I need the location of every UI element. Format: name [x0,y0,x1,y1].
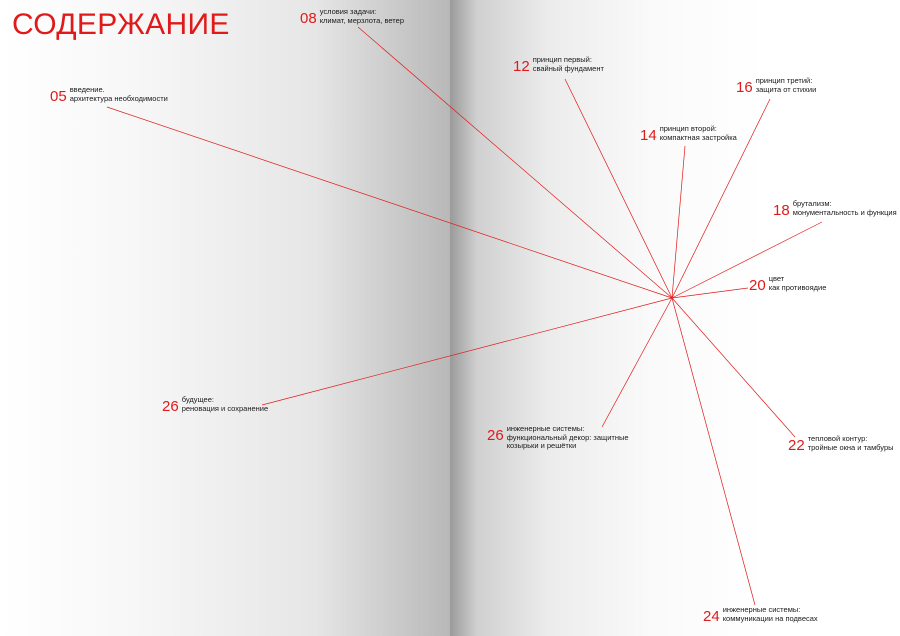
connector-line-20 [672,288,748,298]
toc-entry-line: реновация и сохранение [181,403,269,413]
toc-entry-principle-one[interactable] [513,56,604,75]
toc-entry-introduction[interactable] [50,86,168,105]
toc-entry-principle-three[interactable] [736,77,816,96]
toc-page-number: 26 [162,398,179,415]
toc-page-number: 16 [736,79,753,96]
toc-entry-text [533,56,604,73]
toc-entry-line: козырьки и решётки [506,441,577,450]
toc-entry-line: принцип третий: [755,76,813,85]
toc-entry-line: принцип первый: [532,55,592,64]
toc-entry-line: архитектура необходимости [69,93,168,103]
toc-entry-line: монументальность и функция [792,207,897,217]
toc-entry-color[interactable] [749,275,826,294]
toc-entry-text [660,125,737,142]
toc-page-number: 12 [513,58,530,75]
toc-entry-line: брутализм: [792,199,832,208]
toc-entry-line: инженерные системы: [722,605,801,614]
toc-entry-thermal[interactable] [788,435,894,454]
toc-entry-line: условия задачи: [319,7,377,16]
toc-entry-line: инженерные системы: [506,424,585,433]
toc-entry-line: компактная застройка [659,132,737,142]
toc-entry-line: тепловой контур: [807,434,868,443]
toc-entry-line: климат, мерзлота, ветер [319,15,404,25]
toc-entry-line: введение. [69,85,105,94]
toc-page-number: 18 [773,202,790,219]
toc-entry-brutalism[interactable] [773,200,897,219]
connector-line-05 [107,107,672,298]
toc-page-number: 26 [487,427,504,444]
toc-page-number: 08 [300,10,317,27]
toc-entry-conditions[interactable] [300,8,404,27]
toc-entry-line: свайный фундамент [532,63,604,73]
page-title: СОДЕРЖАНИЕ [12,8,230,41]
toc-entry-line: функциональный декор: защитные [506,432,629,442]
toc-page-number: 14 [640,127,657,144]
toc-entry-text [756,77,817,94]
toc-entry-text [793,200,897,217]
toc-entry-text [808,435,894,452]
toc-entry-line: тройные окна и тамбуры [807,442,894,452]
connector-line-12 [565,79,672,298]
toc-page-number: 22 [788,437,805,454]
toc-entry-line: будущее: [181,395,214,404]
toc-entry-text [70,86,168,103]
connector-line-26-engineering [602,298,672,427]
connector-line-24 [672,298,755,605]
toc-entry-text [723,606,818,623]
toc-page-number: 20 [749,277,766,294]
toc-entry-line: защита от стихии [755,84,817,94]
toc-entry-line: цвет [768,274,785,283]
connector-line-26-future [262,298,672,405]
toc-entry-line: коммуникации на подвесах [722,613,818,623]
toc-entry-text [507,425,629,451]
toc-page-number: 24 [703,608,720,625]
toc-page-number: 05 [50,88,67,105]
toc-entry-engineering-utilities[interactable] [703,606,818,625]
toc-entry-line: как противоядие [768,282,827,292]
toc-entry-text [769,275,827,292]
toc-entry-engineering-decor[interactable] [487,425,629,451]
toc-entry-text [182,396,268,413]
toc-entry-line: принцип второй: [659,124,717,133]
toc-entry-text [320,8,404,25]
toc-entry-future[interactable] [162,396,268,415]
toc-entry-principle-two[interactable] [640,125,737,144]
